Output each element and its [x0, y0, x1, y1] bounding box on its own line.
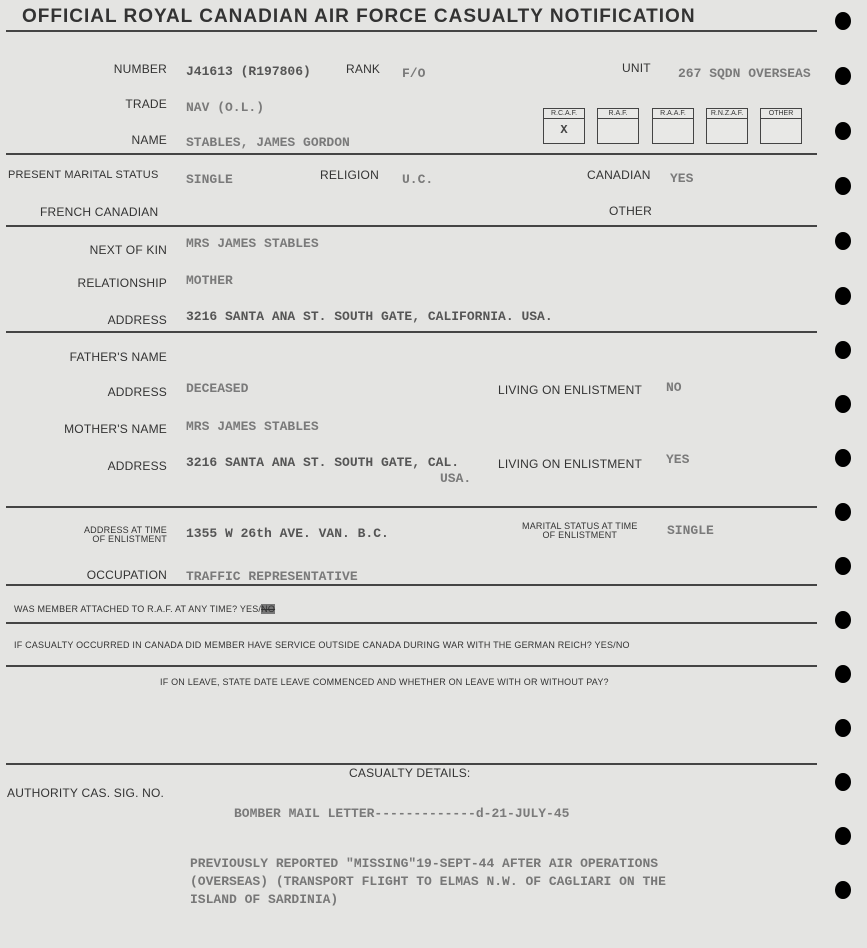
- father-living-value: NO: [666, 380, 682, 395]
- next-of-kin-value: MRS JAMES STABLES: [186, 236, 319, 251]
- name-label: NAME: [131, 133, 167, 147]
- casualty-detail-paragraph: PREVIOUSLY REPORTED "MISSING"19-SEPT-44 AFTER AIR OPERATIONS (OVERSEAS) (TRANSPORT FLIGHT TO ELMAS N.W. OF CAGLIARI ON THE ISLAND OF SARDINIA): [190, 856, 666, 907]
- punch-hole: [835, 341, 851, 359]
- punch-hole: [835, 449, 851, 467]
- relationship-label: RELATIONSHIP: [77, 276, 167, 290]
- address-at-enlistment-value: 1355 W 26th AVE. VAN. B.C.: [186, 526, 389, 541]
- religion-label: RELIGION: [320, 168, 379, 182]
- canadian-value: YES: [670, 171, 694, 186]
- trade-value: NAV (O.L.): [186, 100, 265, 115]
- father-address-label: ADDRESS: [107, 385, 167, 399]
- punch-hole: [835, 287, 851, 305]
- form-title: OFFICIAL ROYAL CANADIAN AIR FORCE CASUALTY NOTIFICATION: [22, 6, 696, 27]
- divider: [6, 225, 817, 227]
- mother-living-label: LIVING ON ENLISTMENT: [498, 457, 643, 471]
- father-living-label: LIVING ON ENLISTMENT: [498, 383, 643, 397]
- punch-hole: [835, 827, 851, 845]
- punch-hole: [835, 611, 851, 629]
- next-of-kin-label: NEXT OF KIN: [89, 243, 167, 257]
- marital-value: SINGLE: [186, 172, 233, 187]
- number-value: J41613 (R197806): [186, 64, 311, 79]
- punch-hole: [835, 177, 851, 195]
- punch-hole: [835, 557, 851, 575]
- trade-label: TRADE: [125, 97, 167, 111]
- nok-address-label: ADDRESS: [107, 313, 167, 327]
- mother-address-country: USA.: [440, 471, 472, 486]
- occupation-value: TRAFFIC REPRESENTATIVE: [186, 569, 358, 584]
- service-box-other: OTHER: [760, 108, 802, 144]
- mother-address-label: ADDRESS: [107, 459, 167, 473]
- relationship-value: MOTHER: [186, 273, 233, 288]
- punch-hole: [835, 232, 851, 250]
- punch-hole: [835, 67, 851, 85]
- service-box-raaf: R.A.A.F.: [652, 108, 694, 144]
- address-at-enlistment-label: ADDRESS AT TIME OF ENLISTMENT: [83, 525, 167, 544]
- divider: [6, 665, 817, 667]
- name-value: STABLES, JAMES GORDON: [186, 135, 350, 150]
- other-label: OTHER: [609, 204, 652, 218]
- marital-at-enlistment-label: MARITAL STATUS AT TIME OF ENLISTMENT: [522, 521, 638, 540]
- punch-hole: [835, 122, 851, 140]
- mother-name-label: MOTHER'S NAME: [64, 422, 167, 436]
- service-box-raf: R.A.F.: [597, 108, 639, 144]
- raf-answer: NO: [261, 604, 276, 614]
- mother-living-value: YES: [666, 452, 690, 467]
- rank-label: RANK: [346, 62, 381, 76]
- religion-value: U.C.: [402, 172, 434, 187]
- divider: [6, 506, 817, 508]
- french-canadian-label: FRENCH CANADIAN: [40, 205, 159, 219]
- punch-hole: [835, 719, 851, 737]
- divider: [6, 584, 817, 586]
- punch-hole: [835, 665, 851, 683]
- mother-address-value: 3216 SANTA ANA ST. SOUTH GATE, CAL.: [186, 455, 460, 470]
- rank-value: F/O: [402, 66, 426, 81]
- mother-name-value: MRS JAMES STABLES: [186, 419, 319, 434]
- marital-label: PRESENT MARITAL STATUS: [8, 169, 159, 181]
- divider: [6, 331, 817, 333]
- punch-hole: [835, 773, 851, 791]
- canadian-label: CANADIAN: [587, 168, 651, 182]
- unit-label: UNIT: [622, 61, 651, 75]
- unit-value: 267 SQDN OVERSEAS: [678, 66, 811, 81]
- marital-at-enlistment-value: SINGLE: [667, 523, 714, 538]
- father-name-label: FATHER'S NAME: [69, 350, 167, 364]
- nok-address-value: 3216 SANTA ANA ST. SOUTH GATE, CALIFORNIA. USA.: [186, 309, 553, 324]
- authority-label: AUTHORITY CAS. SIG. NO.: [7, 786, 165, 800]
- service-box-rnzaf: R.N.Z.A.F.: [706, 108, 748, 144]
- divider: [6, 622, 817, 624]
- canada-service-question: IF CASUALTY OCCURRED IN CANADA DID MEMBER HAVE SERVICE OUTSIDE CANADA DURING WAR WITH THE GERMAN REICH? YES/NO: [14, 640, 630, 650]
- casualty-detail-line-1: BOMBER MAIL LETTER-------------d-21-JULY-45: [234, 806, 570, 821]
- punch-hole: [835, 12, 851, 30]
- divider: [6, 763, 817, 765]
- occupation-label: OCCUPATION: [86, 568, 167, 582]
- service-box-rcaf: R.C.A.F. X: [543, 108, 585, 144]
- casualty-details-label: CASUALTY DETAILS:: [349, 766, 471, 780]
- leave-question: IF ON LEAVE, STATE DATE LEAVE COMMENCED AND WHETHER ON LEAVE WITH OR WITHOUT PAY?: [160, 677, 609, 687]
- father-address-value: DECEASED: [186, 381, 249, 396]
- punch-hole: [835, 503, 851, 521]
- divider: [6, 30, 817, 32]
- number-label: NUMBER: [113, 62, 167, 76]
- punch-hole: [835, 395, 851, 413]
- divider: [6, 153, 817, 155]
- punch-hole: [835, 881, 851, 899]
- raf-question: WAS MEMBER ATTACHED TO R.A.F. AT ANY TIME? YES/NO: [14, 604, 276, 614]
